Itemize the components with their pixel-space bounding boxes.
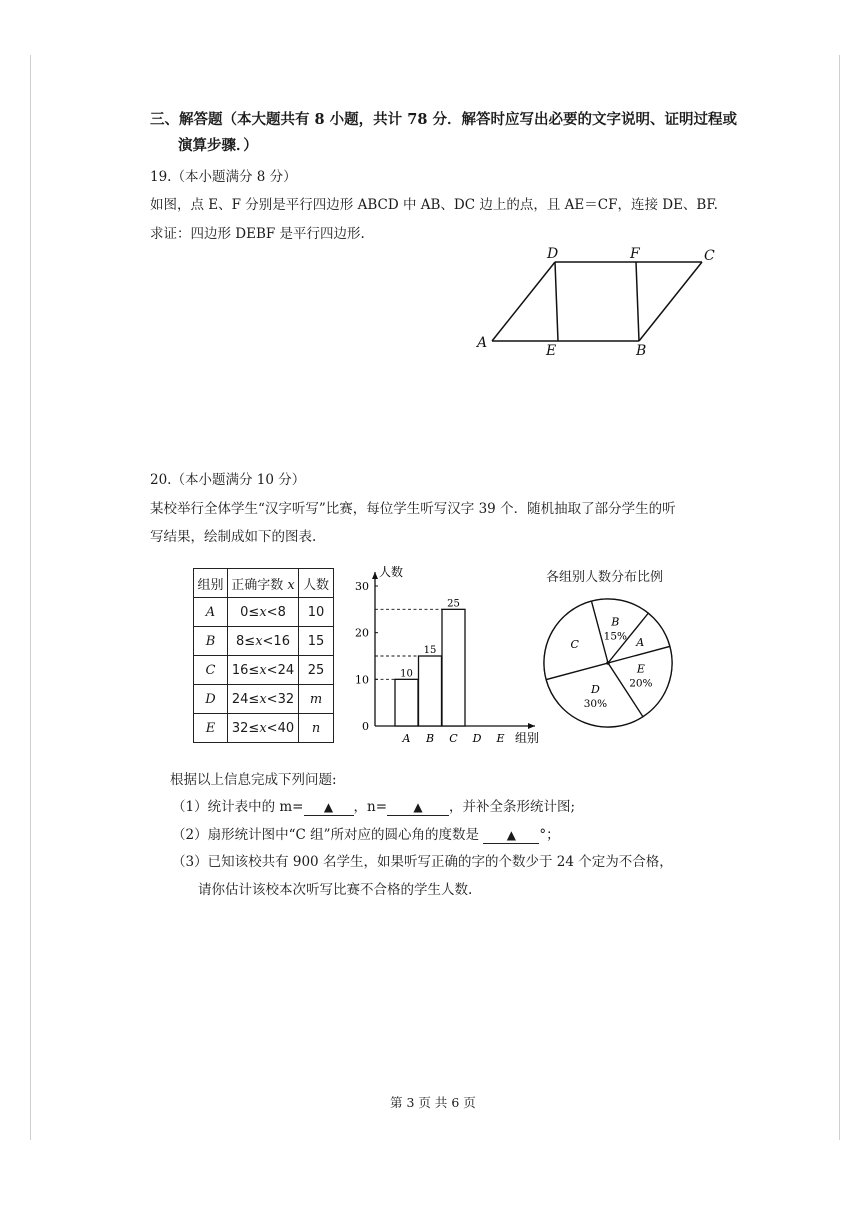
table-cell-group: A (194, 598, 228, 627)
y-tick-label: 20 (355, 626, 369, 640)
table-cell-group: B (194, 627, 228, 656)
answer-blank-n[interactable]: ▲ (387, 799, 449, 816)
table-cell-range: 0≤x<8 (228, 598, 299, 627)
y-axis-label: 人数 (379, 565, 404, 579)
pie-slice-label: B (611, 615, 620, 629)
statistics-table (193, 568, 334, 743)
side-ad (492, 262, 555, 341)
pie-slice-label: D (590, 682, 600, 696)
table-row (194, 598, 334, 627)
point-label-e: E (546, 343, 557, 359)
bar (419, 656, 442, 726)
section-title: 三、解答题（本大题共有 8 小题，共计 78 分．解答时应写出必要的文字说明、证明过程或 (150, 111, 737, 128)
table-row (194, 656, 334, 685)
bar-value-label: 15 (423, 645, 437, 656)
q20-sub2: （2）扇形统计图中“C 组”所对应的圆心角的度数是 ▲ °； (172, 827, 560, 843)
table-cell-count: 10 (299, 598, 334, 627)
segment-de (555, 262, 558, 341)
table-header-row (194, 569, 334, 598)
pie-chart (540, 588, 685, 738)
pie-slice-label: E (636, 662, 645, 676)
x-tick-label: C (449, 732, 458, 745)
table-cell-count: 25 (299, 656, 334, 685)
table-row (194, 627, 334, 656)
pie-slice-percent: 30% (583, 697, 608, 710)
parallelogram-figure (470, 240, 730, 365)
q19-text-line2: 求证：四边形 DEBF 是平行四边形. (150, 226, 365, 242)
q19-header: 19.（本小题满分 8 分） (150, 169, 297, 185)
q20-sub3-line1: （3）已知该校共有 900 名学生，如果听写正确的字的个数少于 24 个定为不合格， (172, 854, 673, 870)
pie-slice-label: A (636, 636, 645, 650)
point-label-b: B (636, 343, 647, 359)
q20-intro-line2: 写结果，绘制成如下的图表. (150, 529, 317, 545)
table-cell-range: 8≤x<16 (228, 627, 299, 656)
table-cell-range: 16≤x<24 (228, 656, 299, 685)
bar (395, 679, 418, 726)
table-cell-range: 24≤x<32 (228, 685, 299, 714)
y-tick-label: 0 (362, 720, 369, 733)
point-label-f: F (630, 246, 640, 262)
q20-header: 20.（本小题满分 10 分） (150, 472, 306, 488)
answer-blank-angle[interactable]: ▲ (483, 827, 539, 844)
q20-prompt: 根据以上信息完成下列问题: (170, 772, 337, 788)
bar-value-label: 10 (400, 668, 413, 680)
pie-chart-title: 各组别人数分布比例 (546, 570, 664, 585)
x-tick-label: E (496, 732, 505, 745)
table-cell-count: 15 (299, 627, 334, 656)
y-tick-label: 10 (355, 673, 369, 687)
point-label-d: D (547, 246, 559, 262)
point-label-a: A (477, 335, 488, 351)
x-axis-label: 组别 (515, 731, 540, 745)
answer-blank-m[interactable]: ▲ (304, 799, 354, 816)
table-cell-group: C (194, 656, 228, 685)
table-cell-range: 32≤x<40 (228, 714, 299, 743)
pie-slice-label: C (570, 637, 579, 651)
q20-sub1: （1）统计表中的 m= ▲ ，n= ▲ ，并补全条形统计图; (172, 799, 576, 815)
page-footer: 第 3 页 共 6 页 (390, 1095, 476, 1110)
bar (442, 609, 465, 726)
q20-intro-line1: 某校举行全体学生“汉字听写”比赛，每位学生听写汉字 39 个．随机抽取了部分学生的听 (150, 501, 676, 517)
table-header-group: 组别 (194, 569, 228, 598)
table-header-range: 正确字数 x (228, 569, 299, 598)
table-cell-group: D (194, 685, 228, 714)
pie-center-dot (606, 661, 610, 665)
q20-sub3-line2: 请你估计该校本次听写比赛不合格的学生人数. (198, 882, 473, 898)
bar-chart (345, 560, 545, 750)
table-row (194, 714, 334, 743)
side-cb (639, 262, 702, 341)
point-label-c: C (704, 248, 715, 264)
pie-slice-percent: 15% (603, 630, 627, 643)
x-tick-label: D (472, 732, 482, 745)
table-header-count: 人数 (299, 569, 334, 598)
table-cell-group: E (194, 714, 228, 743)
x-tick-label: B (425, 732, 435, 745)
y-tick-label: 30 (355, 580, 369, 593)
y-axis-arrow (372, 572, 378, 579)
bar-value-label: 25 (447, 598, 460, 610)
q19-text-line1: 如图，点 E、F 分别是平行四边形 ABCD 中 AB、DC 边上的点，且 AE＝CF，连接 DE、BF. (150, 197, 718, 213)
pie-slice-percent: 20% (629, 677, 653, 690)
x-tick-label: A (402, 732, 411, 745)
x-axis-arrow (528, 723, 535, 729)
section-title-cont: 演算步骤．） (178, 137, 258, 154)
table-row (194, 685, 334, 714)
table-cell-count: m (299, 685, 334, 714)
segment-bf (636, 262, 639, 341)
table-cell-count: n (299, 714, 334, 743)
